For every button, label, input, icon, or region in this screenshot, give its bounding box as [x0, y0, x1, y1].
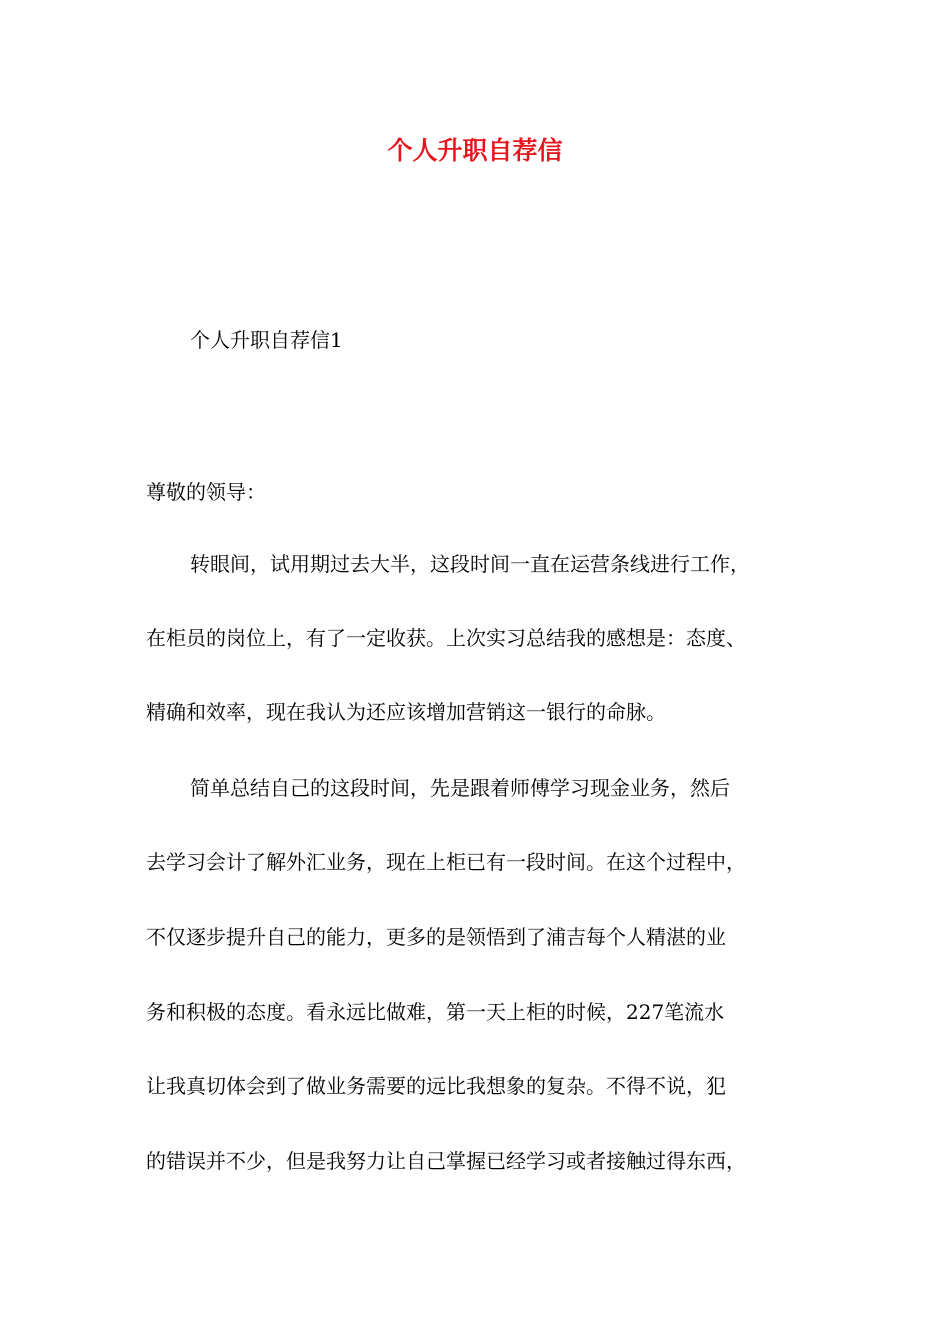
- salutation: 尊敬的领导：: [146, 480, 266, 504]
- paragraph-line: 在柜员的岗位上，有了一定收获。上次实习总结我的感想是：态度、: [146, 626, 746, 650]
- paragraph-line: 精确和效率，现在我认为还应该增加营销这一银行的命脉。: [146, 700, 666, 724]
- paragraph-line: 简单总结自己的这段时间，先是跟着师傅学习现金业务，然后: [190, 776, 730, 800]
- paragraph-line: 去学习会计了解外汇业务，现在上柜已有一段时间。在这个过程中，: [146, 850, 746, 874]
- paragraph-line: 务和积极的态度。看永远比做难，第一天上柜的时候，227笔流水: [146, 1000, 725, 1024]
- paragraph-line: 转眼间，试用期过去大半，这段时间一直在运营条线进行工作，: [190, 552, 750, 576]
- paragraph-line: 不仅逐步提升自己的能力，更多的是领悟到了浦吉每个人精湛的业: [146, 925, 726, 949]
- paragraph-line: 的错误并不少，但是我努力让自己掌握已经学习或者接触过得东西，: [146, 1149, 746, 1173]
- section-heading: 个人升职自荐信1: [190, 328, 343, 352]
- paragraph-line: 让我真切体会到了做业务需要的远比我想象的复杂。不得不说，犯: [146, 1074, 726, 1098]
- document-title: 个人升职自荐信: [387, 136, 563, 165]
